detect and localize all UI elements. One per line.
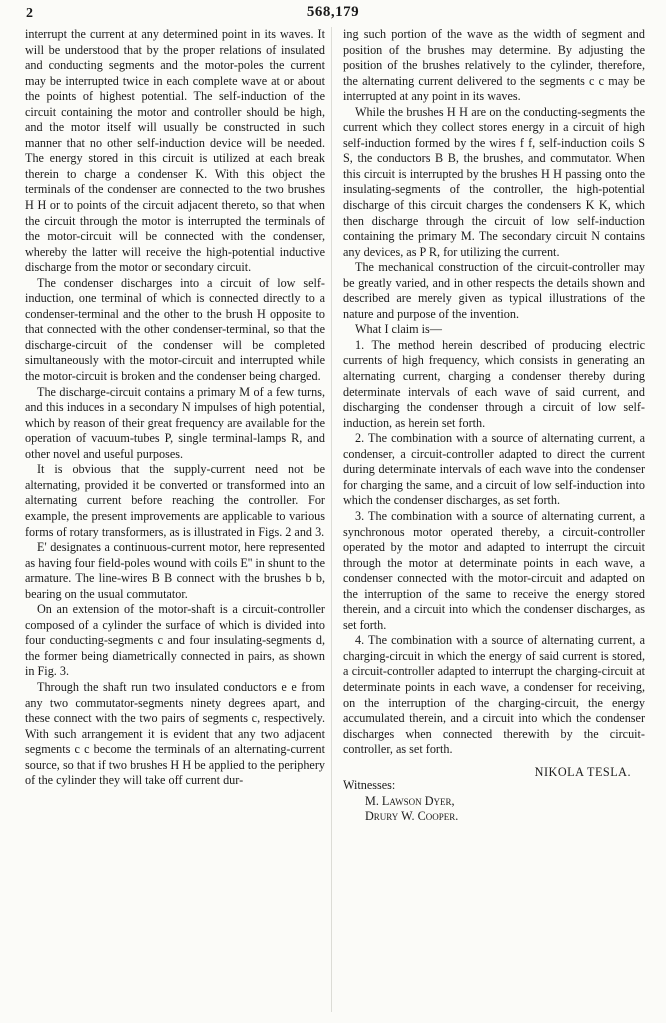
paragraph: Through the shaft run two insulated conductors e e from any two commutator-segments ninety degrees apart, and these connect with the two pairs of segments c, respectively. With such arrangement it is evident that any two adjacent segments c c become the terminals of an alternating-current source, so that if two brushes H H be applied to the periphery of the cylinder they will take off current dur-: [25, 679, 325, 788]
paragraph: The discharge-circuit contains a primary M of a few turns, and this induces in a secondary N impulses of high potential, which by reason of their great frequency are available for the operation of vacuum-tubes P, single terminal-lamps R, and other novel and useful purposes.: [25, 384, 325, 461]
inventor-signature: NIKOLA TESLA.: [534, 764, 631, 779]
page-number: 2: [26, 6, 33, 21]
witnesses-label: Witnesses:: [343, 778, 396, 793]
claims-heading: What I claim is—: [355, 322, 442, 337]
claim-1: 1. The method herein described of producing electric currents of high frequency, which consists in generating an alternating current, charging a condenser thereby during determinate intervals of each wave of said current, and discharging the condenser through a circuit of low self-induction, as herein set forth.: [343, 337, 645, 430]
paragraph: The condenser discharges into a circuit of low self-induction, one terminal of which is connected directly to a condenser-terminal and the other to the brush H opposite to that connected with the other condenser-terminal, so that the discharge-circuit of the condenser will be completed simultaneously with the motor-circuit and interrupted while the motor-circuit is broken and the condenser being charged.: [25, 275, 325, 384]
left-column: [25, 27, 325, 789]
claim-2: 2. The combination with a source of alternating current, a condenser, a circuit-controller adapted to direct the current during determinate intervals of each wave into the condenser for charging the same, and a circuit of low self-induction into which the condenser discharges, as set forth.: [343, 431, 645, 508]
claim-3: 3. The combination with a source of alternating current, a synchronous motor operated thereby, a circuit-controller operated by the motor and adapted to interrupt the circuit through the motor at determinate points in each wave, a condenser connected with the motor-circuit and adapted on the interruption of the same to receive the energy stored therein, and a circuit into which the condenser discharges, as set forth.: [343, 508, 645, 632]
paragraph: While the brushes H H are on the conducting-segments the current which they collect stores energy in a circuit of high self-induction formed by the wires f f, self-induction coils S S, the conductors B B, the brushes, and commutator. When this circuit is interrupted by the brushes H H passing onto the insulating-segments of the controller, the high-potential discharge of this circuit charges the condensers K K, which then discharge through the circuit of low self-induction containing the primary M. The secondary circuit N contains any devices, as P R, for utilizing the current.: [343, 104, 645, 259]
column-divider: [331, 27, 332, 1012]
claim-4: 4. The combination with a source of alternating current, a charging-circuit in which the energy of said current is stored, a circuit-controller adapted to interrupt the charging-circuit at determinate points in each wave, a condenser for receiving, on the interruption of the charging-circuit, the energy accumulated therein, and a circuit into which the condenser discharges when connected therewith by the circuit-controller, as set forth.: [343, 633, 645, 757]
paragraph: It is obvious that the supply-current need not be alternating, provided it be converted or transformed into an alternating current before reaching the controller. For example, the present improvements are applicable to various forms of rotary transformers, as is illustrated in Figs. 2 and 3.: [25, 462, 325, 539]
paragraph: interrupt the current at any determined point in its waves. It will be understood that by the proper relations of insulated and conducting segments and the motor-poles the current may be interrupted twice in each complete wave at or about the points of highest potential. The self-induction of the circuit containing the motor and controller should be high, and the motor itself will usually be constructed in such manner that no other self-induction device will be needed. The energy stored in this circuit is utilized at each break therein to charge a condenser K. With this object the terminals of the condenser are connected to the two brushes H H or to points of the circuit adjacent thereto, so that when the circuit through the motor is interrupted the terminals of the motor-circuit will be connected with the condenser, whereby the latter will receive the high-potential inductive discharge from the motor or secondary circuit.: [25, 27, 325, 275]
paragraph: ing such portion of the wave as the width of segment and position of the brushes may determine. By adjusting the position of the brushes relatively to the cylinder, therefore, the alternating current delivered to the segments c c may be interrupted at any point in its waves.: [343, 27, 645, 104]
right-column: [343, 27, 645, 825]
paragraph: E' designates a continuous-current motor, here represented as having four field-poles wound with coils E'' in shunt to the armature. The line-wires B B connect with the brushes b b, bearing on the usual commutator.: [25, 540, 325, 601]
witness-name: M. Lawson Dyer,: [365, 793, 455, 808]
paragraph: On an extension of the motor-shaft is a circuit-controller composed of a cylinder the surface of which is divided into four conducting-segments c and four insulating-segments d, the former being diametrically connected in pairs, as shown in Fig. 3.: [25, 602, 325, 679]
patent-number: 568,179: [306, 4, 360, 20]
paragraph: The mechanical construction of the circuit-controller may be greatly varied, and in other respects the details shown and described are merely given as typical illustrations of the nature and purpose of the invention.: [343, 260, 645, 321]
witness-name: Drury W. Cooper.: [365, 809, 459, 824]
